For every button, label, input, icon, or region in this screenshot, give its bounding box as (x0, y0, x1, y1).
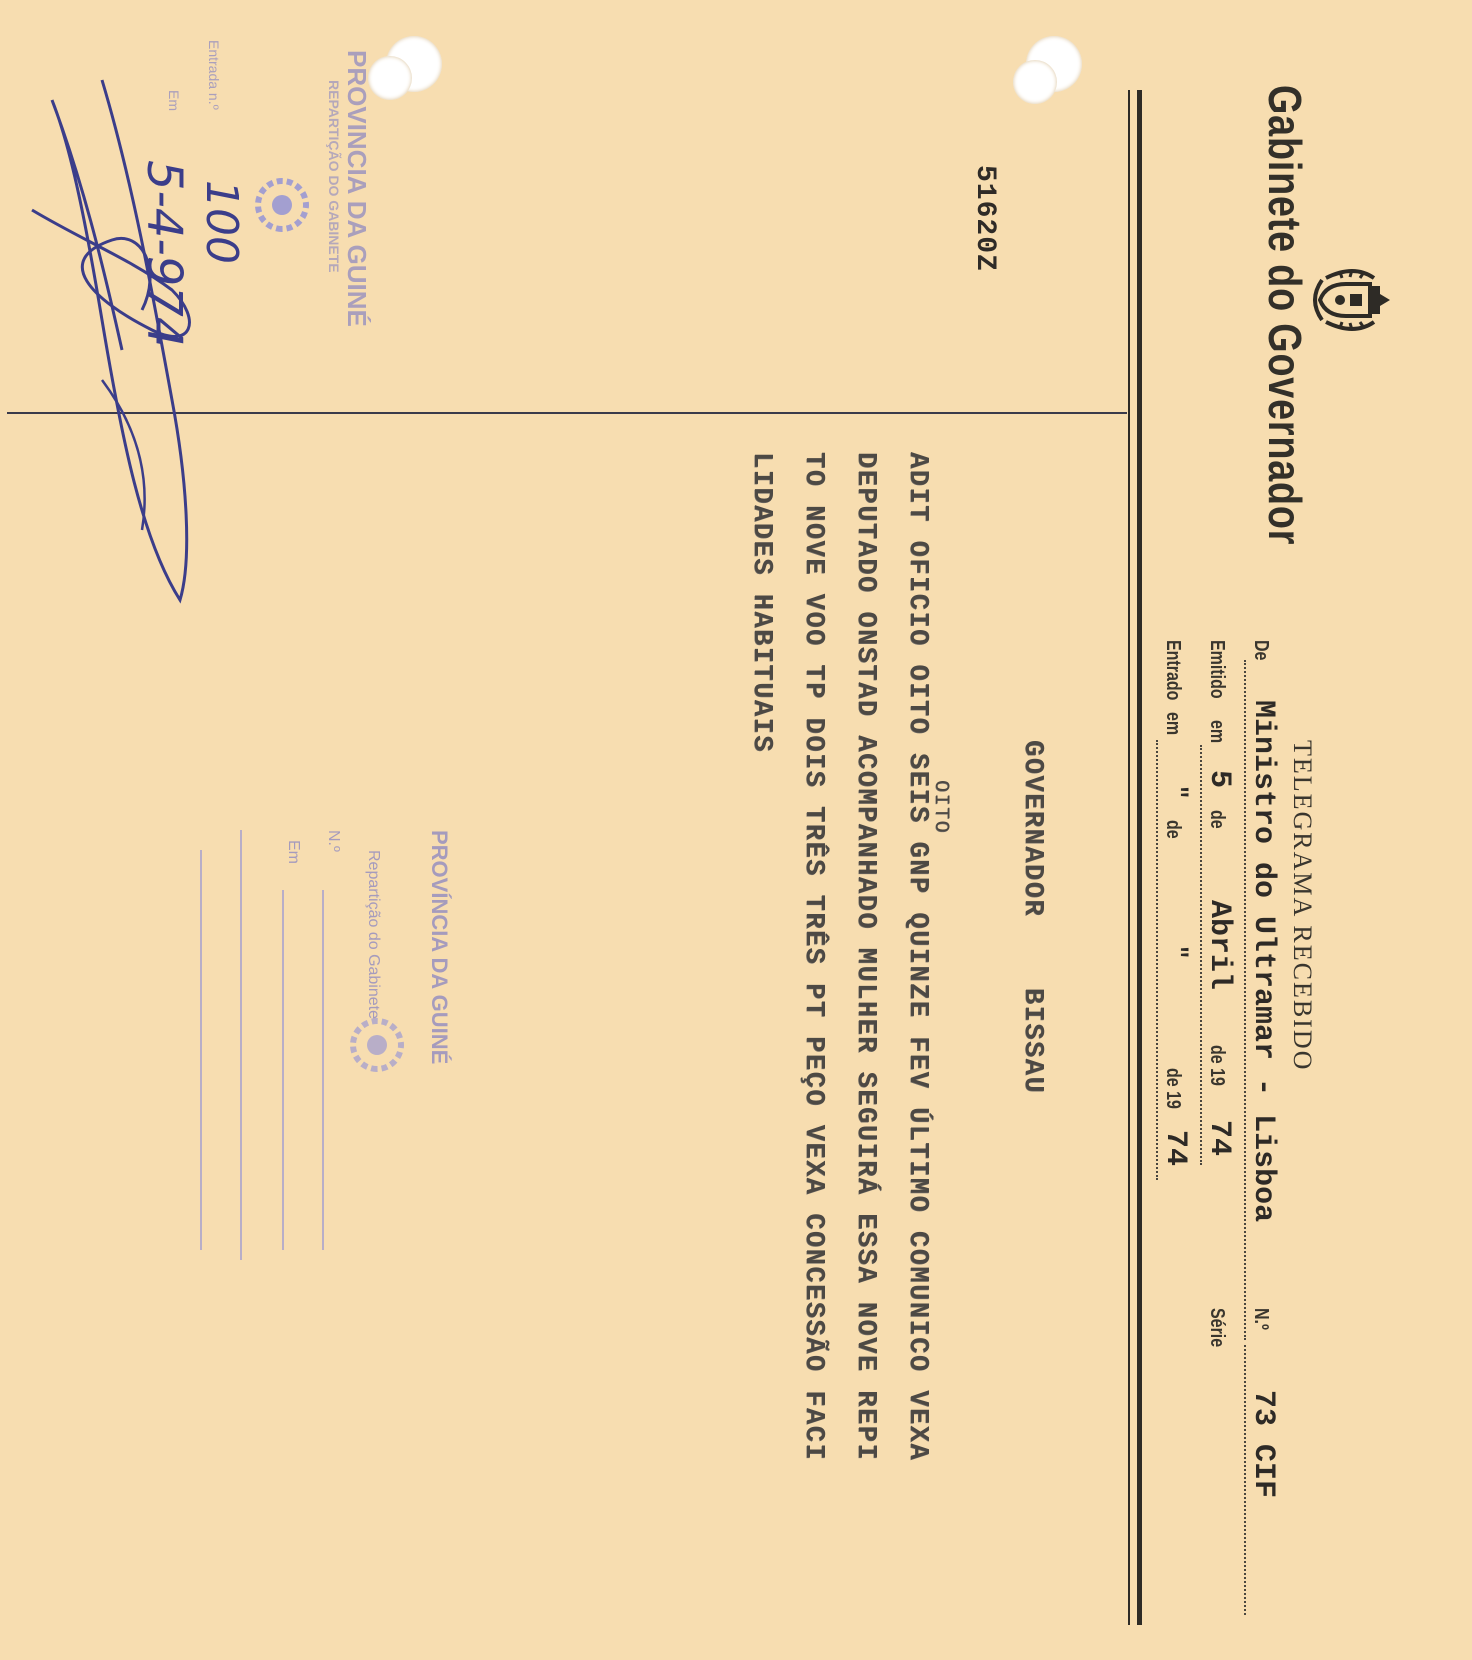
number-label: N.º (1250, 1308, 1272, 1330)
stamp-bottom-department: Repartição do Gabinete (365, 850, 382, 1019)
form-title: TELEGRAMA RECEBIDO (1288, 740, 1317, 1072)
entered-century-label: de 19 (1162, 1068, 1184, 1109)
message-addressee: GOVERNADOR BISSAU (1017, 740, 1047, 1095)
from-value: Ministro do Ultramar - Lisboa (1246, 700, 1280, 1223)
issued-year: 74 (1202, 1120, 1236, 1157)
message-line: TO NOVE VOO TP DOIS TRÊS TRÊS PT PEÇO VEXA CONCESSÃO FACI (798, 452, 828, 1462)
issued-label: Emitido (1206, 640, 1228, 699)
stamp-line (322, 890, 324, 1250)
series-label: Série (1206, 1308, 1228, 1348)
stamp-bottom-number-label: N.º (325, 830, 342, 852)
entered-em-label: em (1162, 712, 1184, 736)
entered-month: " (1163, 945, 1190, 960)
punch-hole (368, 56, 412, 100)
stamp-bottom-title: PROVÍNCIA DA GUINÉ (427, 830, 452, 1065)
reference-number: 51620Z (969, 165, 1000, 272)
entry-stamp-bottom (152, 830, 452, 1290)
office-name: Gabinete do Governador (1259, 85, 1311, 546)
header-rule-thin (1128, 90, 1130, 1625)
issued-day: 5 (1202, 770, 1236, 789)
issued-de-label: de (1206, 810, 1228, 829)
handwritten-entry-date: 5-4-974 (136, 160, 192, 348)
entered-de-label: de (1162, 820, 1184, 839)
message-correction: OITO (929, 780, 952, 835)
issued-dotted-line (1200, 745, 1202, 1165)
entered-year: 74 (1158, 1130, 1192, 1167)
entered-day: " (1163, 785, 1190, 800)
entered-dotted-line (1156, 740, 1158, 1180)
stamp-line (282, 890, 284, 1250)
message-line: DEPUTADO ONSTAD ACOMPANHADO MULHER SEGUIRÁ ESSA NOVE REPI (850, 452, 880, 1462)
issued-em-label: em (1206, 720, 1228, 744)
stamp-emblem-icon (247, 170, 317, 240)
handwritten-entry-number: 100 (196, 180, 247, 264)
handwritten-signature (12, 60, 232, 620)
stamp-bottom-date-label: Em (285, 840, 302, 864)
message-line: LIDADES HABITUAIS (746, 452, 776, 753)
message-line: ADIT OFICIO OITO SEIS GNP QUINZE FEV ÚLTIMO COMUNICO VEXA (902, 452, 932, 1462)
stamp-top-department: REPARTIÇÃO DO GABINETE (326, 80, 342, 273)
coat-of-arms-emblem (1308, 260, 1394, 340)
stamp-emblem-icon (342, 1010, 412, 1080)
from-dotted-line (1244, 660, 1246, 1340)
stamp-top-date-label: Em (166, 90, 182, 111)
stamp-top-entry-label: Entrada n.º (206, 40, 222, 110)
number-value: 73 CIF (1246, 1390, 1280, 1499)
stamp-line (200, 850, 202, 1250)
stamp-line (240, 830, 242, 1260)
issued-century-label: de 19 (1206, 1045, 1228, 1086)
from-label: De (1250, 640, 1272, 661)
number-dotted-line (1244, 1345, 1246, 1615)
entered-label: Entrado (1162, 640, 1184, 701)
stamp-top-title: PROVINCIA DA GUINÉ (342, 50, 372, 327)
header-rule (1137, 90, 1142, 1625)
punch-hole (1013, 60, 1057, 104)
issued-month: Abril (1202, 900, 1236, 991)
